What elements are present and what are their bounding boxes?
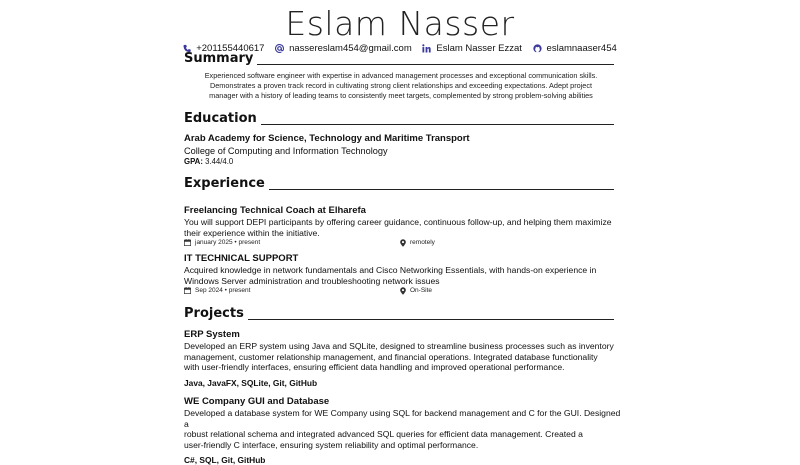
project-desc: Developed an ERP system using Java and SQLite, designed to streamline business processes such as inventory	[184, 341, 614, 351]
calendar-icon	[184, 239, 191, 246]
summary-text	[186, 71, 616, 101]
experience-meta	[184, 286, 624, 296]
experience-item	[184, 253, 624, 296]
project-tech-stack: Java, JavaFX, SQLite, Git, GitHub	[184, 377, 318, 388]
experience-title: Freelancing Technical Coach at Elharefa	[184, 205, 366, 216]
experience-desc: their experience within the initiative.	[184, 227, 320, 238]
section-summary-title: Summary	[184, 51, 254, 66]
project-title: WE Company GUI and Database	[184, 396, 330, 407]
experience-desc: Acquired knowledge in network fundamentals and Cisco Networking Essentials, with hands-on experience in	[184, 265, 597, 275]
project-desc: user-friendly C interface, ensuring system reliability and optimal performance.	[184, 439, 479, 450]
education-school: Arab Academy for Science, Technology and Maritime Transport	[184, 133, 470, 144]
contact-linkedin-text: Eslam Nasser Ezzat	[436, 43, 522, 54]
project-tech-stack: C#, SQL, Git, GitHub	[184, 455, 266, 465]
project-desc: robust relational schema and integrated advanced SQL queries for efficient data management. Created a	[184, 429, 583, 439]
project-item	[184, 396, 624, 465]
location-pin-icon	[400, 287, 406, 295]
experience-meta	[184, 238, 624, 248]
project-item	[184, 329, 624, 388]
location-pin-icon	[400, 239, 406, 247]
summary-line: Experienced software engineer with expertise in advanced management processes and exceptional communication skills.	[204, 71, 598, 80]
experience-location	[400, 238, 435, 247]
experience-title: IT TECHNICAL SUPPORT	[184, 253, 299, 264]
section-projects-heading	[184, 307, 614, 321]
resume-name: Eslam Nasser	[285, 4, 515, 43]
gpa-label: GPA:	[184, 157, 203, 166]
experience-desc: You will support DEPI participants by offering career guidance, continuous follow-up, and helping them maximize	[184, 217, 612, 227]
summary-line: Demonstrates a proven track record in cultivating strong client relationships and exceeding expectations. Adept project	[209, 81, 593, 90]
experience-location-text: remotely	[410, 239, 435, 246]
education-college: College of Computing and Information Technology	[184, 146, 388, 156]
section-experience-heading	[184, 177, 614, 191]
project-title: ERP System	[184, 329, 240, 340]
project-desc: management, customer relationship management, and financial operations. Integrated database functionality	[184, 351, 598, 362]
section-divider	[257, 64, 614, 65]
education-gpa	[184, 157, 624, 167]
section-education-heading	[184, 112, 614, 126]
section-divider	[261, 124, 614, 125]
section-projects-title: Projects	[184, 306, 244, 321]
experience-date	[184, 238, 260, 247]
project-desc: with user-friendly interfaces, ensuring efficient data handling and improved operational performance.	[184, 362, 565, 372]
gpa-value: 3.44/4.0	[205, 157, 234, 166]
contact-phone-text: +201155440617	[196, 43, 265, 54]
project-desc: Developed a database system for WE Company using SQL for backend management and C for the GUI. Designed a	[184, 408, 621, 429]
experience-date-text: Sep 2024 • present	[195, 287, 251, 294]
experience-date-text: january 2025 • present	[195, 239, 261, 246]
section-divider	[269, 189, 614, 190]
experience-location	[400, 286, 432, 295]
section-experience-title: Experience	[184, 176, 265, 191]
section-divider	[248, 319, 614, 320]
summary-line: manager with a history of leading teams to consistently meet targets, complemented by strong problem-solving abilities	[209, 91, 593, 100]
contact-github-text: eslamnaaser454	[546, 43, 617, 54]
section-education-title: Education	[184, 111, 257, 126]
calendar-icon	[184, 287, 191, 294]
experience-item	[184, 205, 624, 248]
experience-location-text: On-Site	[410, 287, 433, 294]
section-summary-heading	[184, 52, 614, 66]
experience-date	[184, 286, 250, 295]
education-entry	[184, 133, 624, 167]
contact-email-text: nassereslam454@gmail.com	[289, 43, 412, 54]
experience-desc: Windows Server administration and troubleshooting network issues	[184, 275, 440, 286]
